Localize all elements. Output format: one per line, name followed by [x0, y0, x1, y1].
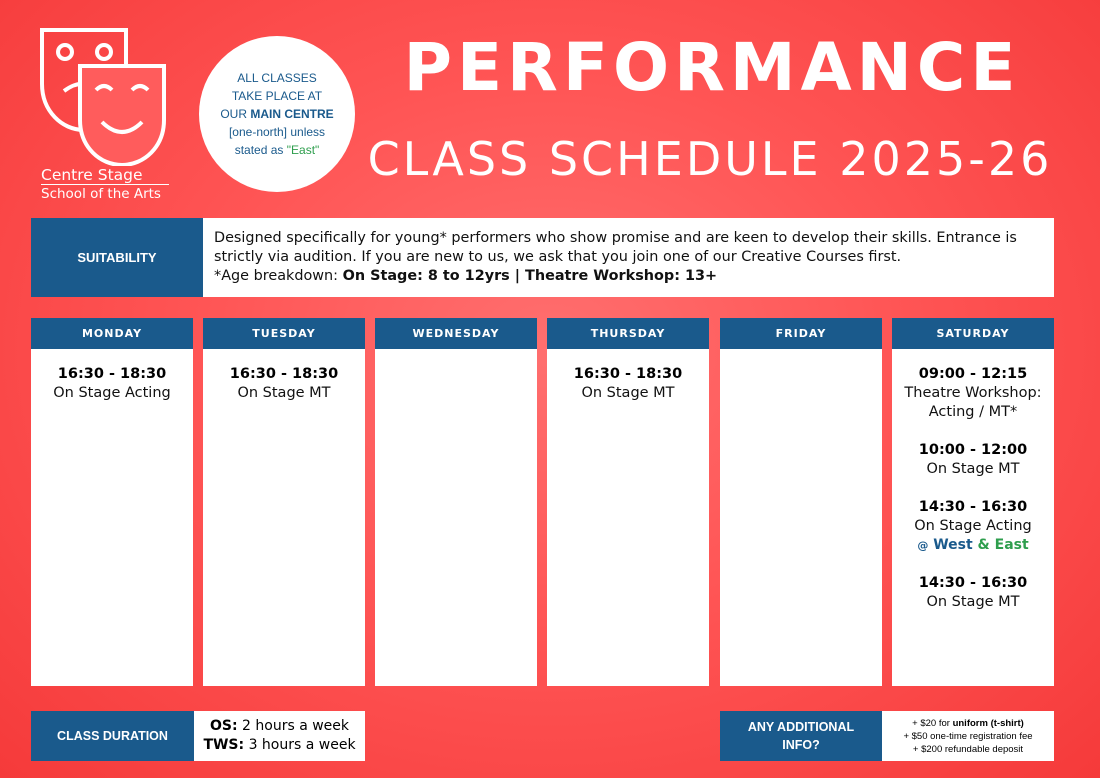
day-header-monday: MONDAY [31, 318, 193, 349]
location-notice [199, 36, 355, 192]
slot-time: 10:00 - 12:00 [918, 442, 1028, 458]
age-breakdown: On Stage: 8 to 12yrs | Theatre Workshop: 13+ [342, 268, 718, 284]
slot-time: 14:30 - 16:30 [918, 575, 1028, 591]
slot-time: 16:30 - 18:30 [57, 366, 167, 382]
duration-os-label: OS: [209, 718, 238, 734]
additional-info-values [882, 711, 1054, 761]
day-header-wednesday: WEDNESDAY [375, 318, 537, 349]
slot-class-name: On Stage MT [237, 385, 331, 401]
slot-class-name: On Stage Acting [914, 518, 1032, 534]
notice-main-centre: MAIN CENTRE [250, 107, 334, 121]
at-symbol: @ [917, 539, 929, 552]
class-slot [203, 364, 365, 403]
class-slot [892, 497, 1054, 555]
slot-class-name: On Stage MT [926, 461, 1020, 477]
duration-tws-value: 3 hours a week [244, 737, 356, 753]
day-column-monday [31, 318, 193, 686]
duration-os-value: 2 hours a week [237, 718, 350, 734]
duration-tws-label: TWS: [203, 737, 245, 753]
class-slot [892, 440, 1054, 479]
day-column-tuesday [203, 318, 365, 686]
fee-uniform [912, 717, 1024, 730]
notice-line5 [235, 141, 320, 159]
class-slot [892, 573, 1054, 612]
day-column-wednesday [375, 318, 537, 686]
location-west: West [933, 537, 973, 553]
fee-uniform-prefix: + $20 for [912, 717, 953, 729]
suitability-description [203, 218, 1054, 297]
fee-uniform-item: uniform (t-shirt) [952, 717, 1024, 729]
logo-name-line1: Centre Stage [41, 167, 169, 185]
notice-line1: ALL CLASSES [237, 71, 317, 85]
notice-line3-prefix: OUR [220, 107, 251, 121]
location-east: & East [977, 537, 1029, 553]
class-slot [892, 364, 1054, 422]
slot-time: 16:30 - 18:30 [573, 366, 683, 382]
day-column-friday [720, 318, 882, 686]
slot-class-name: Theatre Workshop: [904, 385, 1042, 401]
day-header-thursday: THURSDAY [547, 318, 709, 349]
fee-deposit: + $200 refundable deposit [912, 743, 1024, 755]
day-column-thursday [547, 318, 709, 686]
suitability-text: Designed specifically for young* performers who show promise and are keen to develop their skills. Entrance is strictly via audition. If you are new to us, we ask that you join one of our Creative Courses first. [214, 230, 1017, 265]
school-logo [38, 26, 178, 206]
notice-east: "East" [286, 143, 320, 157]
fee-registration: + $50 one-time registration fee [903, 730, 1033, 742]
class-slot [31, 364, 193, 403]
class-slot [547, 364, 709, 403]
logo-wordmark [41, 167, 169, 203]
day-header-saturday: SATURDAY [892, 318, 1054, 349]
slot-class-name: On Stage Acting [53, 385, 171, 401]
info-label-line1: ANY ADDITIONAL [747, 720, 855, 734]
slot-class-name: Acting / MT* [928, 404, 1018, 420]
notice-line2: TAKE PLACE AT [231, 89, 323, 103]
class-duration-label: CLASS DURATION [31, 711, 194, 761]
slot-time: 09:00 - 12:15 [918, 366, 1028, 382]
additional-info-label [720, 711, 882, 761]
day-header-tuesday: TUESDAY [203, 318, 365, 349]
notice-line5-prefix: stated as [234, 143, 287, 157]
slot-locations [892, 536, 1054, 555]
theatre-masks-icon [38, 26, 178, 166]
suitability-label: SUITABILITY [31, 218, 203, 297]
slot-class-name: On Stage MT [926, 594, 1020, 610]
slot-time: 16:30 - 18:30 [229, 366, 339, 382]
duration-os [210, 717, 349, 736]
day-header-friday: FRIDAY [720, 318, 882, 349]
duration-tws [203, 736, 355, 755]
slot-time: 14:30 - 16:30 [918, 499, 1028, 515]
notice-line3 [220, 105, 333, 123]
age-breakdown-prefix: *Age breakdown: [214, 268, 343, 284]
class-duration-values [194, 711, 365, 761]
slot-class-name: On Stage MT [581, 385, 675, 401]
notice-line4: [one-north] unless [228, 125, 326, 139]
page-title: PERFORMANCE [403, 29, 1021, 106]
day-column-saturday [892, 318, 1054, 686]
info-label-line2: INFO? [782, 738, 820, 752]
page-subtitle: CLASS SCHEDULE 2025-26 [367, 132, 1053, 186]
logo-name-line2: School of the Arts [41, 186, 161, 202]
